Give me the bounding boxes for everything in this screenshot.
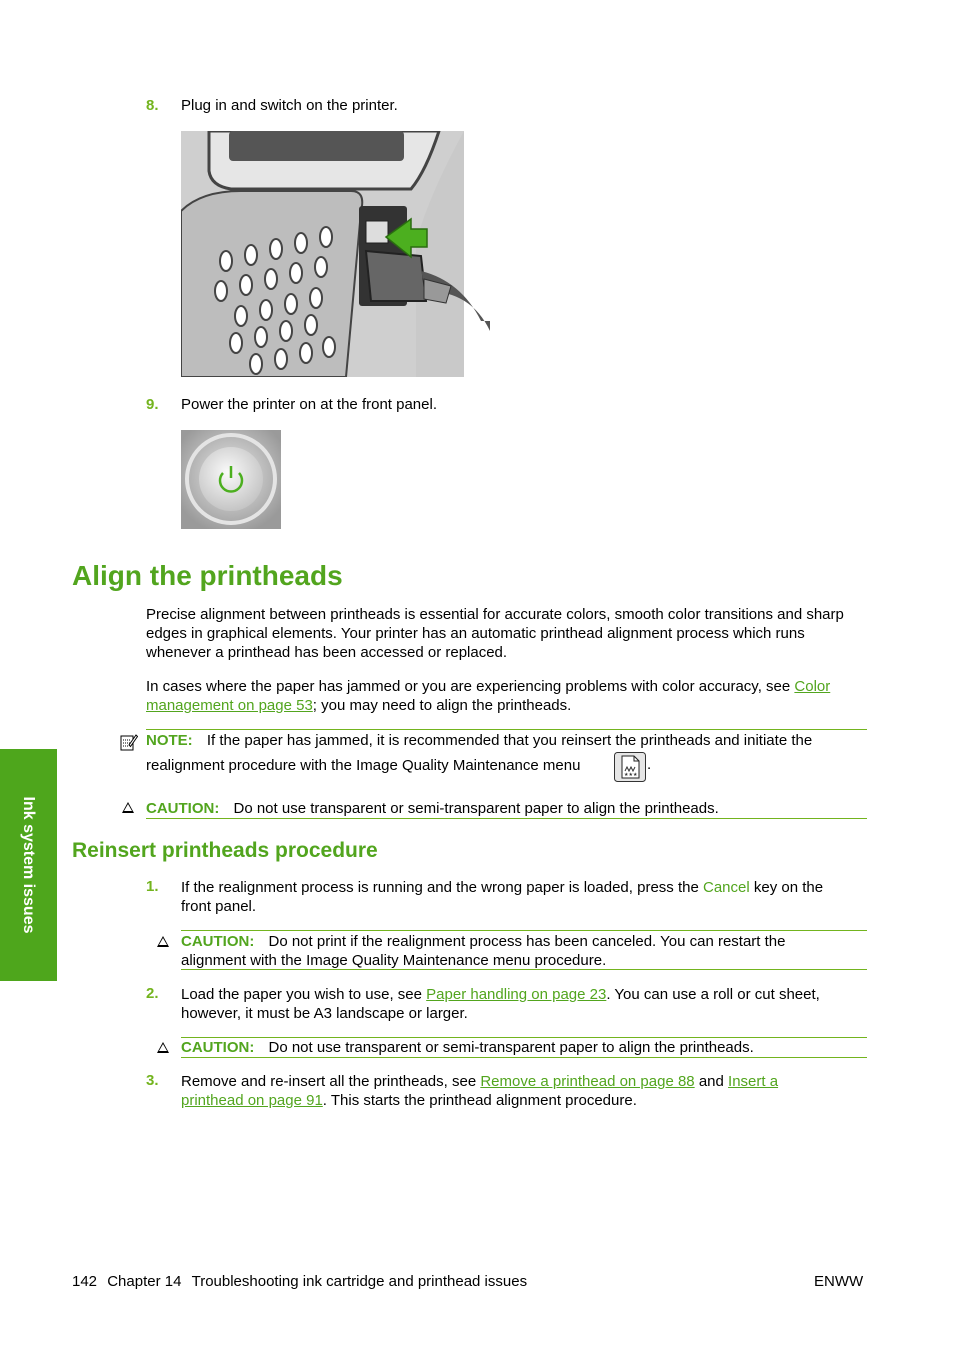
caution-icon: [157, 1040, 169, 1057]
caution-icon: [157, 934, 169, 951]
caution-label: CAUTION:: [146, 800, 220, 817]
caution-label: CAUTION:: [181, 1039, 255, 1056]
image-quality-menu-icon: [614, 752, 646, 782]
step-number: 3.: [146, 1072, 159, 1089]
step-text-part: however, it must be A3 landscape or larger.: [181, 1005, 468, 1022]
paragraph: Precise alignment between printheads is essential for accurate colors, smooth color transitions and sharp edges in graphical elements. Your printer has an automatic printhead alignment process which runs whenever a printhead has been accessed or replaced.: [146, 606, 844, 661]
section-title: Align the printheads: [72, 560, 343, 591]
step-text: [181, 878, 871, 916]
caution-text: alignment with the Image Quality Maintenance menu procedure.: [181, 952, 607, 969]
paragraph-text: ; you may need to align the printheads.: [312, 697, 572, 714]
note-icon: [120, 733, 138, 751]
paper-handling-link[interactable]: Paper handling on page 23: [426, 986, 607, 1003]
note-period: .: [647, 756, 652, 773]
page-number: 142: [72, 1273, 98, 1290]
cancel-key-label: Cancel: [702, 879, 750, 896]
step-text: [181, 985, 871, 1023]
divider: [146, 729, 867, 730]
step-number: 8.: [146, 97, 159, 114]
step-text-part: key on the: [749, 879, 824, 896]
step-number: 2.: [146, 985, 159, 1002]
footer-right: ENWW: [814, 1273, 864, 1290]
caution: [181, 1038, 871, 1057]
chapter-label: Chapter 14: [107, 1273, 182, 1290]
insert-printhead-link[interactable]: Insert a: [728, 1073, 779, 1090]
caution-label: CAUTION:: [181, 933, 255, 950]
note-text: realignment procedure with the Image Quality Maintenance menu: [146, 757, 581, 774]
paragraph: [146, 677, 868, 715]
step-text: Plug in and switch on the printer.: [181, 97, 398, 114]
remove-printhead-link[interactable]: Remove a printhead on page 88: [480, 1073, 695, 1090]
caution-text: Do not use transparent or semi-transparent paper to align the printheads.: [233, 800, 719, 817]
caution: [181, 932, 871, 970]
step-text-part: If the realignment process is running and the wrong paper is loaded, press the: [181, 879, 703, 896]
paragraph-text: In cases where the paper has jammed or you are experiencing problems with color accuracy, see: [146, 678, 795, 695]
side-tab-label: Ink system issues: [20, 796, 37, 934]
step-text-part: and: [694, 1073, 729, 1090]
divider: [181, 1057, 867, 1058]
divider: [146, 818, 867, 819]
caution-text: Do not use transparent or semi-transparent paper to align the printheads.: [268, 1039, 754, 1056]
caution: [146, 799, 719, 818]
step-number: 1.: [146, 878, 159, 895]
svg-text:★★★: ★★★: [624, 772, 638, 778]
step-number: 9.: [146, 396, 159, 413]
printer-power-cord-illustration: [181, 131, 490, 377]
chapter-side-tab: [0, 749, 57, 981]
subsection-title: Reinsert printheads procedure: [72, 839, 378, 862]
step-text: Power the printer on at the front panel.: [181, 396, 437, 413]
footer-left: [72, 1273, 527, 1290]
step-text: [181, 1072, 871, 1110]
note-line-1: [146, 731, 868, 750]
power-button-icon: [181, 430, 281, 529]
insert-printhead-link[interactable]: printhead on page 91: [181, 1092, 323, 1109]
chapter-title: Troubleshooting ink cartridge and printhead issues: [191, 1273, 528, 1290]
step-text-part: . You can use a roll or cut sheet,: [606, 986, 820, 1003]
step-text-part: Remove and re-insert all the printheads, see: [181, 1073, 481, 1090]
note-text: If the paper has jammed, it is recommended that you reinsert the printheads and initiate the: [206, 732, 813, 749]
caution-text: Do not print if the realignment process has been canceled. You can restart the: [268, 933, 786, 950]
note-line-2: [146, 756, 580, 775]
step-text-part: front panel.: [181, 898, 257, 915]
divider: [181, 969, 867, 970]
step-text-part: . This starts the printhead alignment procedure.: [322, 1092, 637, 1109]
note-label: NOTE:: [146, 732, 193, 749]
divider: [181, 930, 867, 931]
color-management-link[interactable]: Color management on page 53: [146, 678, 831, 714]
caution-icon: [122, 800, 134, 817]
step-text-part: Load the paper you wish to use, see: [181, 986, 427, 1003]
